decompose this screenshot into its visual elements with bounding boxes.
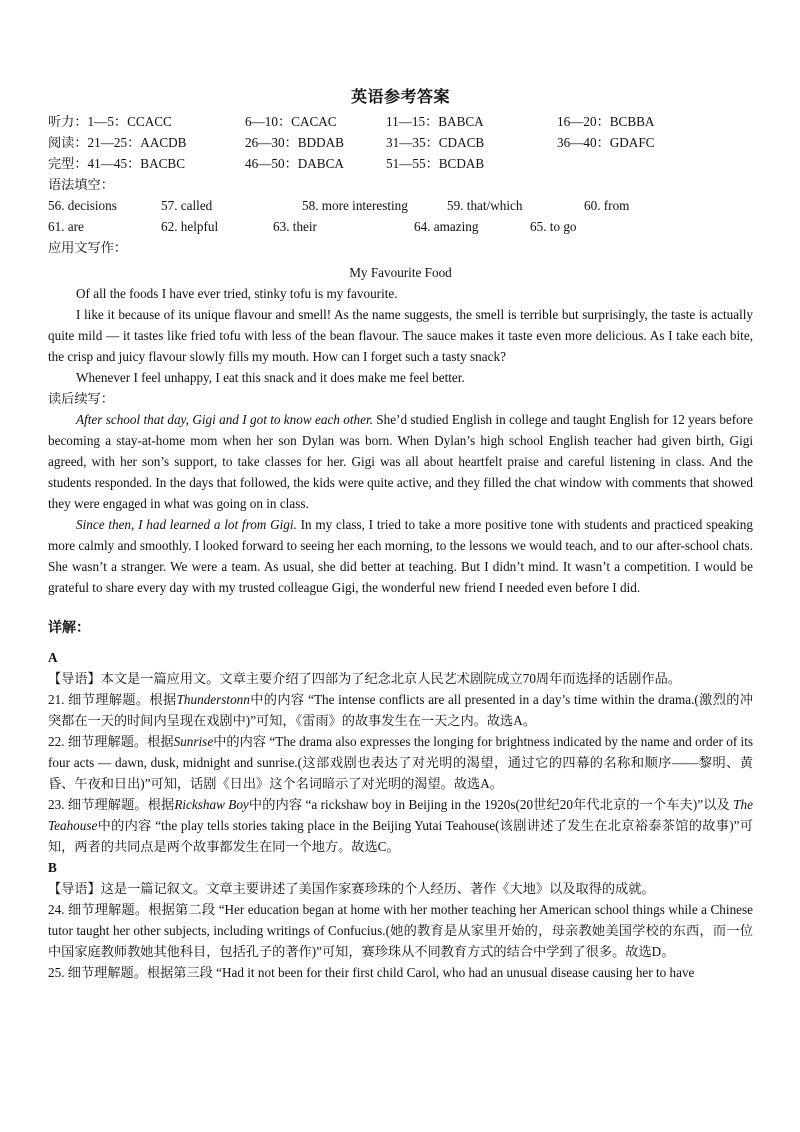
- essay-paragraph: Whenever I feel unhappy, I eat this snack and it does make me feel better.: [76, 370, 465, 385]
- answer-cell: 46—50：DABCA: [245, 156, 344, 171]
- page-title: 英语参考答案: [350, 89, 450, 106]
- passage-letter: A: [48, 650, 58, 665]
- answer-row-cloze: [48, 153, 753, 174]
- grammar-answer: 58. more interesting: [302, 198, 408, 213]
- answer-cell: 阅读：21—25：AACDB: [48, 135, 187, 150]
- grammar-answer: 57. called: [161, 198, 213, 213]
- practical-writing-label: 应用文写作：: [48, 240, 128, 255]
- grammar-row: [48, 216, 753, 237]
- passage-intro: 【导语】本文是一篇应用文。文章主要介绍了四部为了纪念北京人民艺术剧院成立70周年而选择的话剧作品。: [48, 671, 681, 686]
- question-explanation: 24. 细节理解题。根据第二段 “Her education began at home with her mother teaching her American school things while a Chinese tutor taught her other subjects, including writings of Confucius.(她的教育是从家里开始的，母亲教她美国学校的东西，而一位中国家庭教师教她其他科目，包括孔子的著作)”可知，赛珍珠从不同教育方式的结合中学到了很多。故选D。: [48, 902, 753, 959]
- paragraph-body: In my class, I tried to take a more positive tone with students and practiced speaking more calmly and smoothly. I looked forward to seeing her each morning, to the lessons we would teach, and to our after-school chats. She wasn’t a stranger. We were a team. As usual, she did better at teaching. But I didn’t mind. It wasn’t a competition. I would be grateful to share every day with my trusted colleague Gigi, the wonderful new friend I needed even before I did.: [48, 517, 753, 595]
- explanation-heading: 详解：: [48, 621, 90, 636]
- answer-cell: 51—55：BCDAB: [386, 156, 485, 171]
- continuation-paragraph: [48, 409, 753, 514]
- question-explanation: 23. 细节理解题。根据Rickshaw Boy中的内容 “a rickshaw boy in Beijing in the 1920s(20世纪20年代北京的一个车夫)”以及 The Teahouse中的内容 “the play tells stories taking place in the Beijing Yutai Teahouse(该剧讲述了发生在北京裕泰茶馆的故事)”可知，两者的共同点是两个故事都发生在同一个地方。故选C。: [48, 797, 753, 854]
- continuation-paragraph: [48, 514, 753, 598]
- answer-cell: 31—35：CDACB: [386, 135, 485, 150]
- answer-cell: 26—30：BDDAB: [245, 135, 344, 150]
- grammar-row: [48, 195, 753, 216]
- grammar-answer: 61. are: [48, 219, 84, 234]
- answer-cell: 听力：1—5：CCACC: [48, 114, 172, 129]
- grammar-answer: 60. from: [584, 198, 630, 213]
- grammar-answer: 62. helpful: [161, 219, 219, 234]
- answer-cell: 完型：41—45：BACBC: [48, 156, 186, 171]
- passage-letter: B: [48, 860, 57, 875]
- continuation-label: 读后续写：: [48, 391, 114, 406]
- question-explanation: 21. 细节理解题。根据Thunderstonn中的内容 “The intense conflicts are all presented in a day’s time within the drama.(激烈的冲突都在一天的时间内呈现在戏剧中)”可知，《雷雨》的故事发生在一天之内。故选A。: [48, 692, 754, 728]
- essay-title: My Favourite Food: [349, 265, 452, 280]
- grammar-answer: 64. amazing: [414, 219, 479, 234]
- answer-cell: 6—10：CACAC: [245, 114, 337, 129]
- grammar-answer: 56. decisions: [48, 198, 117, 213]
- question-explanation: 22. 细节理解题。根据Sunrise中的内容 “The drama also expresses the longing for brightness indicated by the name and order of its four acts — dawn, dusk, midnight and sunrise.(这部戏剧也表达了对光明的渴望，通过它的四幕的名称和顺序——黎明、黄昏、午夜和日出)”可知，话剧《日出》这个名词暗示了对光明的渴望。故选A。: [48, 734, 754, 791]
- answer-cell: 11—15：BABCA: [386, 114, 484, 129]
- answer-row-reading: [48, 132, 753, 153]
- grammar-answer: 65. to go: [530, 219, 577, 234]
- grammar-label: 语法填空：: [48, 177, 114, 192]
- answer-cell: 16—20：BCBBA: [557, 114, 655, 129]
- question-explanation: 25. 细节理解题。根据第三段 “Had it not been for their first child Carol, who had an unusual disease causing her to have: [48, 965, 695, 980]
- lead-sentence: After school that day, Gigi and I got to know each other.: [76, 412, 373, 427]
- paragraph-body: She’d studied English in college and taught English for 12 years before becoming a stay-at-home mom when her son Dylan was born. When Dylan’s high school English teacher had given birth, Gigi agreed, with her son’s support, to take classes for her. Gigi was all about heartfelt praise and careful listening in class. And the students responded. In the days that followed, the kids were quite active, and they filled the chat window with comments that showed they were engaged in what was going on in class.: [48, 412, 753, 511]
- essay-paragraph: Of all the foods I have ever tried, stinky tofu is my favourite.: [76, 286, 398, 301]
- answer-cell: 36—40：GDAFC: [557, 135, 655, 150]
- answer-row-listening: [48, 111, 753, 132]
- answer-sheet: [48, 88, 753, 983]
- lead-sentence: Since then, I had learned a lot from Gigi.: [76, 517, 297, 532]
- grammar-answer: 63. their: [273, 219, 317, 234]
- passage-intro: 【导语】这是一篇记叙文。文章主要讲述了美国作家赛珍珠的个人经历、著作《大地》以及取得的成就。: [48, 881, 655, 896]
- grammar-answer: 59. that/which: [447, 198, 523, 213]
- essay-paragraph: I like it because of its unique flavour and smell! As the name suggests, the smell is terrible but surprisingly, the taste is actually quite mild — it tastes like fried tofu with less of the bean flavour. The sauce makes it taste even more delicious. As I take each bite, the crisp and juicy flavour slowly fills my mouth. How can I forget such a tasty snack?: [48, 307, 753, 364]
